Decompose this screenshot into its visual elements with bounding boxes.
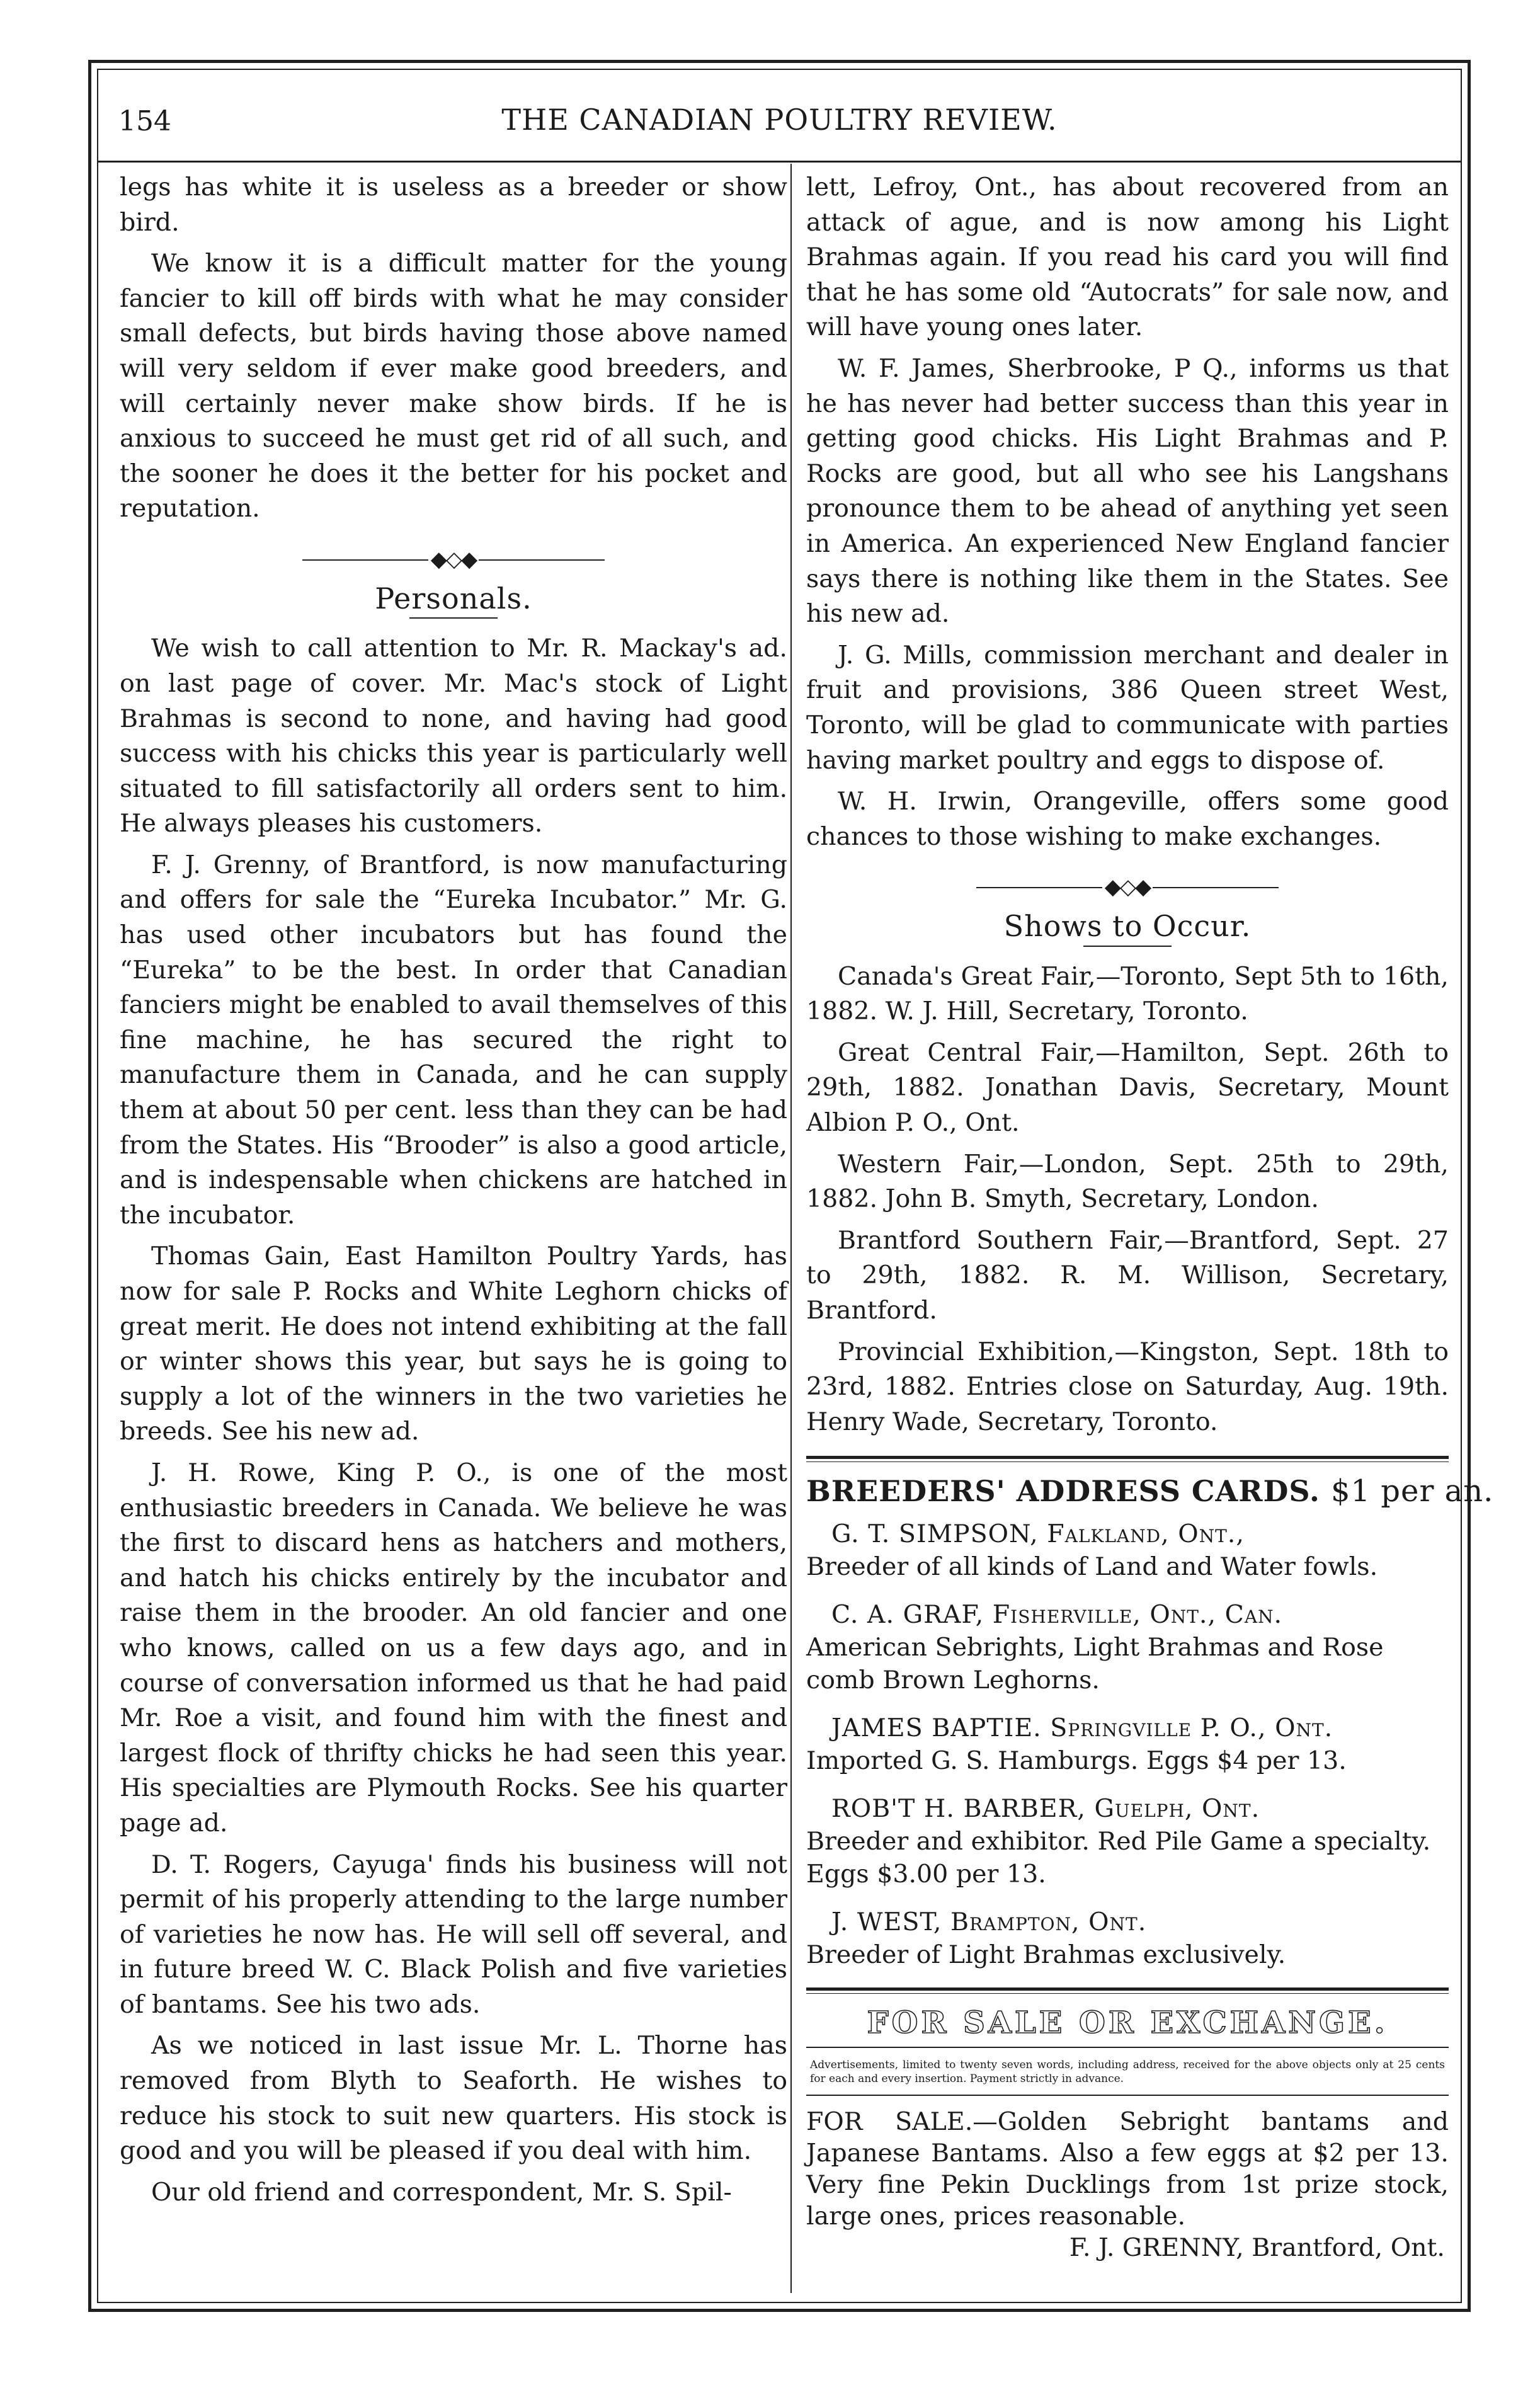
personal-item: W. F. James, Sherbrooke, P Q., informs us that he has never had better success than this year in getting good chicks. His Light Brahmas and P. Rocks are good, but all who see his Langshans pronounce them to be ahead of anything yet seen in America. An experienced New England fancier says there is nothing like them in the States. See his new ad. (806, 353, 1449, 629)
personal-item: We wish to call attention to Mr. R. Mackay's ad. on last page of cover. Mr. Mac's stock of Light Brahmas is second to none, and having had good success with his chicks this year is particularly well situated to fill satisfactorily all orders sent to him. He always pleases his customers. (120, 634, 787, 838)
breeder-place: Brampton, Ont. (950, 1907, 1147, 1937)
page-number: 154 (118, 105, 171, 137)
heading-underline (1083, 946, 1172, 947)
breeder-name: JAMES BAPTIE. (831, 1713, 1042, 1743)
breeder-card (806, 1906, 1449, 1971)
left-column (120, 170, 787, 2216)
breeder-description: Breeder of all kinds of Land and Water fowls. (806, 1552, 1378, 1582)
divider (806, 2047, 1449, 2048)
running-head (118, 96, 1440, 153)
paragraph: We know it is a difficult matter for the young fancier to kill off birds with what he may consider small defects, but birds having those above named will very seldom if ever make good breeders, and will certainly never make show birds. If he is anxious to succeed he must get rid of all such, and the sooner he does it the better for his pocket and reputation. (120, 249, 787, 523)
personal-item: J. H. Rowe, King P. O., is one of the most enthusiastic breeders in Canada. We believe he was the first to discard hens as hatchers and mothers, and hatch his chicks entirely by the incubator and raise them in the brooder. An old fancier and one who knows, called on us a few days ago, and in course of conversation informed us that he had paid Mr. Roe a visit, and found him with the finest and largest flock of thrifty chicks he had seen this year. His specialties are Plymouth Rocks. See his quarter page ad. (120, 1458, 787, 1838)
for-sale-ad: FOR SALE.—Golden Sebright bantams and Japanese Bantams. Also a few eggs at $2 per 13. Very fine Pekin Ducklings from 1st prize stock, large ones, prices reasonable. (806, 2107, 1449, 2231)
personal-item: D. T. Rogers, Cayuga' finds his business will not permit of his properly attending to the large number of varieties he now has. He will sell off several, and in future breed W. C. Black Polish and five varieties of bantams. See his two ads. (120, 1850, 787, 2019)
personal-item: F. J. Grenny, of Brantford, is now manufacturing and offers for sale the “Eureka Incubator.” Mr. G. has used other incubators but has found the “Eureka” to be the best. In order that Canadian fanciers might be enabled to avail themselves of this fine machine, he has secured the right to manufacture them in Canada, and he can supply them at about 50 per cent. less than they can be had from the States. His “Brooder” is also a good article, and is indespensable when chickens are hatched in the incubator. (120, 850, 787, 1230)
breeder-name: G. T. SIMPSON, (831, 1519, 1039, 1549)
newspaper-page (88, 60, 1494, 2312)
breeder-description: Breeder of Light Brahmas exclusively. (806, 1940, 1286, 1970)
breeder-description: Imported G. S. Hamburgs. Eggs $4 per 13. (806, 1746, 1347, 1776)
journal-title: THE CANADIAN POULTRY REVIEW. (501, 103, 1058, 137)
personals-heading: Personals. (375, 581, 532, 615)
breeders-cards-title: BREEDERS' ADDRESS CARDS. (806, 1474, 1320, 1509)
for-sale-heading: FOR SALE OR EXCHANGE. (867, 2005, 1388, 2041)
show-item: Great Central Fair,—Hamilton, Sept. 26th to 29th, 1882. Jonathan Davis, Secretary, Mount Albion P. O., Ont. (806, 1038, 1449, 1138)
shows-heading: Shows to Occur. (1003, 909, 1252, 944)
section-rule (806, 1988, 1449, 1994)
breeder-place: Guelph, Ont. (1094, 1794, 1260, 1824)
breeder-description: Breeder and exhibitor. Red Pile Game a specialty. Eggs $3.00 per 13. (806, 1827, 1431, 1889)
show-item: Canada's Great Fair,—Toronto, Sept 5th to 16th, 1882. W. J. Hill, Secretary, Toronto. (806, 961, 1449, 1026)
breeder-name: ROB'T H. BARBER, (831, 1794, 1086, 1824)
breeder-name: J. WEST, (831, 1907, 942, 1937)
personal-item: Thomas Gain, East Hamilton Poultry Yards, has now for sale P. Rocks and White Leghorn chicks of great merit. He does not intend exhibiting at the fall or winter shows this year, but says he is going to supply a lot of the winners in the two varieties he breeds. See his new ad. (120, 1242, 787, 1446)
personal-item: lett, Lefroy, Ont., has about recovered from an attack of ague, and is now among his Light Brahmas again. If you read his card you will find that he has some old “Autocrats” for sale now, and will have young ones later. (806, 173, 1449, 342)
show-item: Western Fair,—London, Sept. 25th to 29th, 1882. John B. Smyth, Secretary, London. (806, 1149, 1449, 1214)
show-item: Provincial Exhibition,—Kingston, Sept. 18th to 23rd, 1882. Entries close on Saturday, Aug. 19th. Henry Wade, Secretary, Toronto. (806, 1337, 1449, 1436)
personals-continued (806, 170, 1449, 1439)
column-divider (790, 164, 792, 2293)
breeder-place: Springville P. O., Ont. (1050, 1713, 1333, 1743)
for-sale-terms: Advertisements, limited to twenty seven words, including address, received for the above objects only at 25 cents for each and every insertion. Payment strictly in advance. (810, 2059, 1445, 2086)
paragraph: legs has white it is useless as a breeder or show bird. (120, 173, 787, 237)
heading-underline (409, 617, 498, 619)
breeder-card (806, 1792, 1449, 1890)
for-sale-signature: F. J. GRENNY, Brantford, Ont. (1069, 2233, 1445, 2263)
breeder-card (806, 1598, 1449, 1696)
show-item: Brantford Southern Fair,—Brantford, Sept. 27 to 29th, 1882. R. M. Willison, Secretary, Brantford. (806, 1225, 1449, 1325)
personal-item: As we noticed in last issue Mr. L. Thorne has removed from Blyth to Seaforth. He wishes to reduce his stock to suit new quarters. His stock is good and you will be pleased if you deal with him. (120, 2031, 787, 2166)
breeder-card (806, 1712, 1449, 1777)
section-rule (806, 1456, 1449, 1462)
breeders-cards-price: $1 per an. (1330, 1473, 1494, 1509)
personal-item: Our old friend and correspondent, Mr. S. Spil- (151, 2177, 732, 2207)
breeder-place: Falkland, Ont., (1047, 1519, 1245, 1549)
personal-item: W. H. Irwin, Orangeville, offers some good chances to those wishing to make exchanges. (806, 787, 1449, 851)
right-column (806, 170, 1494, 2263)
breeder-name: C. A. GRAF, (831, 1600, 984, 1630)
breeder-card (806, 1518, 1449, 1583)
divider (806, 2095, 1449, 2096)
section-ornament: ◆◇◆ (806, 869, 1449, 905)
section-ornament: ◆◇◆ (120, 542, 787, 578)
header-rule (97, 161, 1462, 163)
breeder-place: Fisherville, Ont., Can. (992, 1600, 1283, 1630)
breeders-cards-heading (806, 1473, 1494, 1509)
personal-item: J. G. Mills, commission merchant and dealer in fruit and provisions, 386 Queen street West, Toronto, will be glad to communicate with parties having market poultry and eggs to dispose of. (806, 640, 1449, 775)
breeder-description: American Sebrights, Light Brahmas and Rose comb Brown Leghorns. (806, 1633, 1384, 1695)
